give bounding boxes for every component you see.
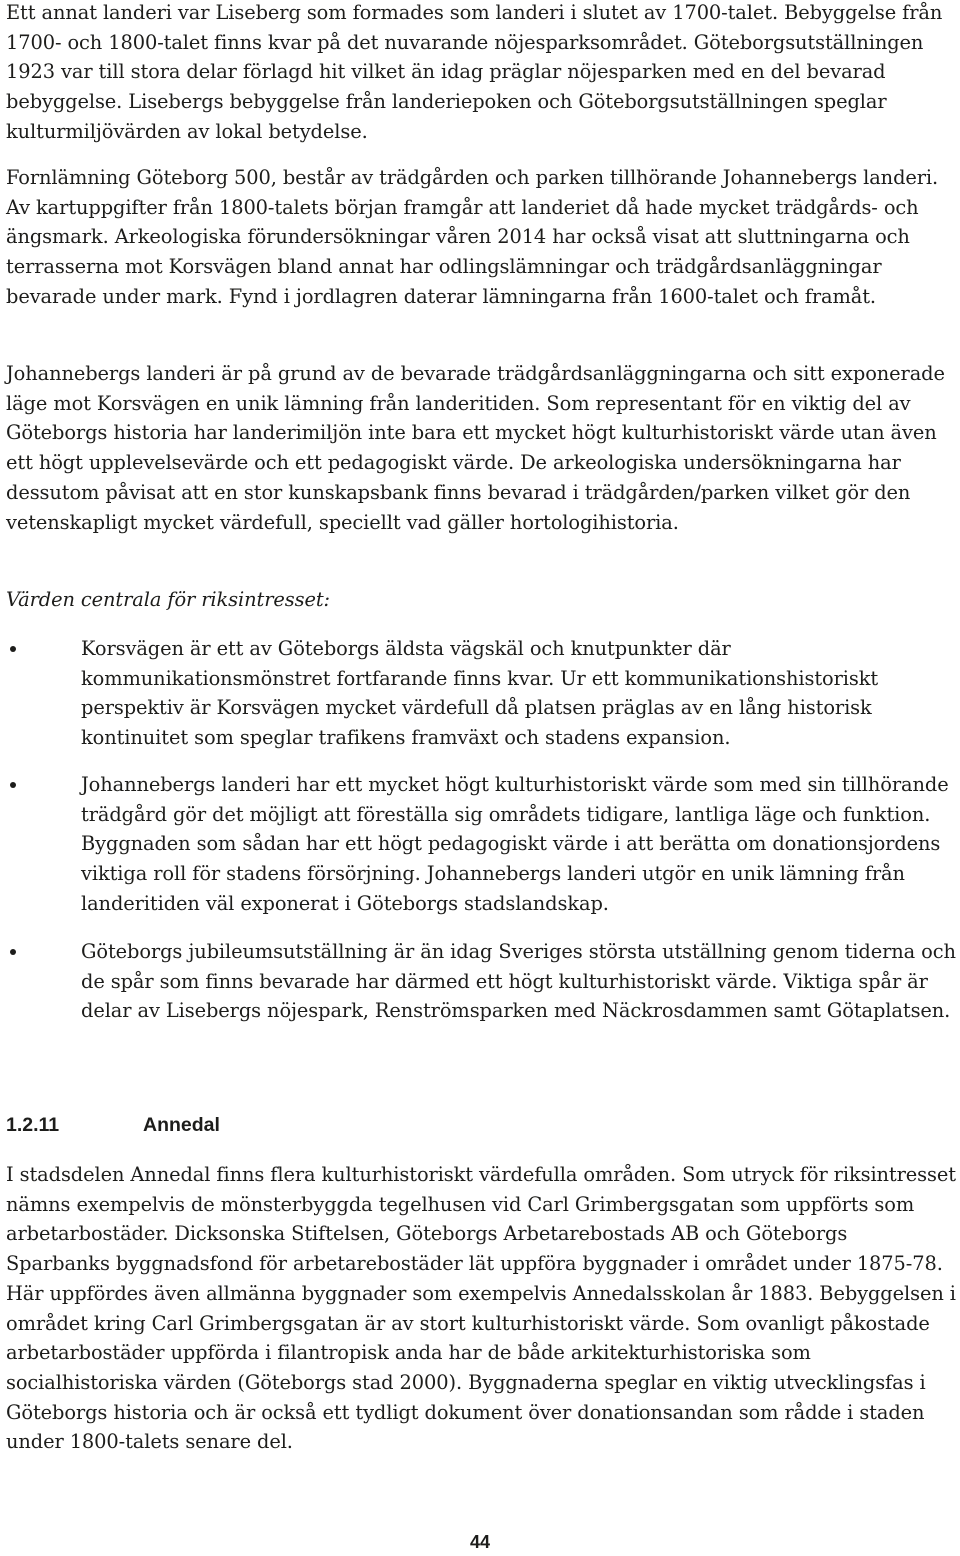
paragraph-johannebergs-landeri: Johannebergs landeri är på grund av de bevarade trädgårdsanläggningarna och sitt exponerade läge mot Korsvägen en unik lämning från landeritiden. Som representant för en viktig del av Göteborgs historia har landerimiljön inte bara ett mycket högt kulturhistoriskt värde utan även ett högt upplevelsevärde och ett pedagogiskt värde. De arkeologiska undersökningarna har dessutom påvisat att en stor kunskapsbank finns bevarad i trädgården/parken vilket gör den vetenskapligt mycket värdefull, speciellt vad gäller hortologihistoria.: [6, 362, 945, 534]
list-item-text: Korsvägen är ett av Göteborgs äldsta vägskäl och knutpunkter där kommunikationsmönstret fortfarande finns kvar. Ur ett kommunikationshistoriskt perspektiv är Korsvägen mycket värdefull då platsen präglas av en lång historisk kontinuitet som speglar trafikens framväxt och stadens expansion.: [81, 637, 879, 750]
paragraph-fornlamning: Fornlämning Göteborg 500, består av trädgården och parken tillhörande Johannebergs landeri. Av kartuppgifter från 1800-talets början framgår att landeriet då hade mycket trädgårds- och ängsmark. Arkeologiska förundersökningar våren 2014 har också visat att sluttningarna och terrasserna mot Korsvägen bland annat har odlingslämningar och trädgårdsanläggningar bevarade under mark. Fynd i jordlagren daterar lämningarna från 1600-talet och framåt.: [6, 166, 939, 308]
list-item: [6, 634, 956, 753]
paragraph-annedal: I stadsdelen Annedal finns flera kulturhistoriskt värdefulla områden. Som utryck för riksintresset nämns exempelvis de mönsterbyggda tegelhusen vid Carl Grimbergsgatan som uppförts som arbetarbostäder. Dicksonska Stiftelsen, Göteborgs Arbetarebostads AB och Göteborgs Sparbanks byggnadsfond för arbetarebostäder lät uppföra byggnader i området under 1875-78. Här uppfördes även allmänna byggnader som exempelvis Annedalsskolan år 1883. Bebyggelsen i området kring Carl Grimbergsgatan är av stort kulturhistoriskt värde. Som ovanligt påkostade arbetarbostäder uppförda i filantropisk anda har de både arkitekturhistoriska som socialhistoriska värden (Göteborgs stad 2000). Byggnaderna speglar en viktig utvecklingsfas i Göteborgs historia och är också ett tydligt dokument över donationsandan som rådde i staden under 1800-talets senare del.: [6, 1163, 956, 1454]
list-item-text: Johannebergs landeri har ett mycket högt kulturhistoriskt värde som med sin tillhörande trädgård gör det möjligt att föreställa sig områdets tidigare, lantliga läge och funktion. Byggnaden som sådan har ett högt pedagogiskt värde i att berätta om donationsjordens viktiga roll för stadens försörjning. Johannebergs landeri utgör en unik lämning från landeritiden väl exponerat i Göteborgs stadslandskap.: [81, 773, 949, 915]
section-number: 1.2.11: [6, 1114, 60, 1136]
list-item: [6, 770, 956, 919]
list-item: [6, 937, 956, 1026]
paragraph-liseberg: Ett annat landeri var Liseberg som formades som landeri i slutet av 1700-talet. Bebyggelse från 1700- och 1800-talet finns kvar på det nuvarande nöjesparksområdet. Göteborgsutställningen 1923 var till stora delar förlagd hit vilket än idag präglar nöjesparken med en del bevarad bebyggelse. Lisebergs bebyggelse från landeriepoken och Göteborgsutställningen speglar kulturmiljövärden av lokal betydelse.: [6, 1, 943, 143]
list-item-text: Göteborgs jubileumsutställning är än idag Sveriges största utställning genom tiderna och de spår som finns bevarade har därmed ett högt kulturhistoriskt värde. Viktiga spår är delar av Lisebergs nöjespark, Renströmsparken med Näckrosdammen samt Götaplatsen.: [81, 940, 956, 1023]
page-number: 44: [469, 1532, 491, 1552]
section-title: Annedal: [143, 1114, 220, 1136]
bullet-icon: [6, 770, 81, 919]
bullet-icon: [6, 937, 81, 1026]
bullet-icon: [6, 634, 81, 753]
subheading-values: Värden centrala för riksintresset:: [6, 588, 330, 611]
section-heading: [6, 1110, 956, 1140]
